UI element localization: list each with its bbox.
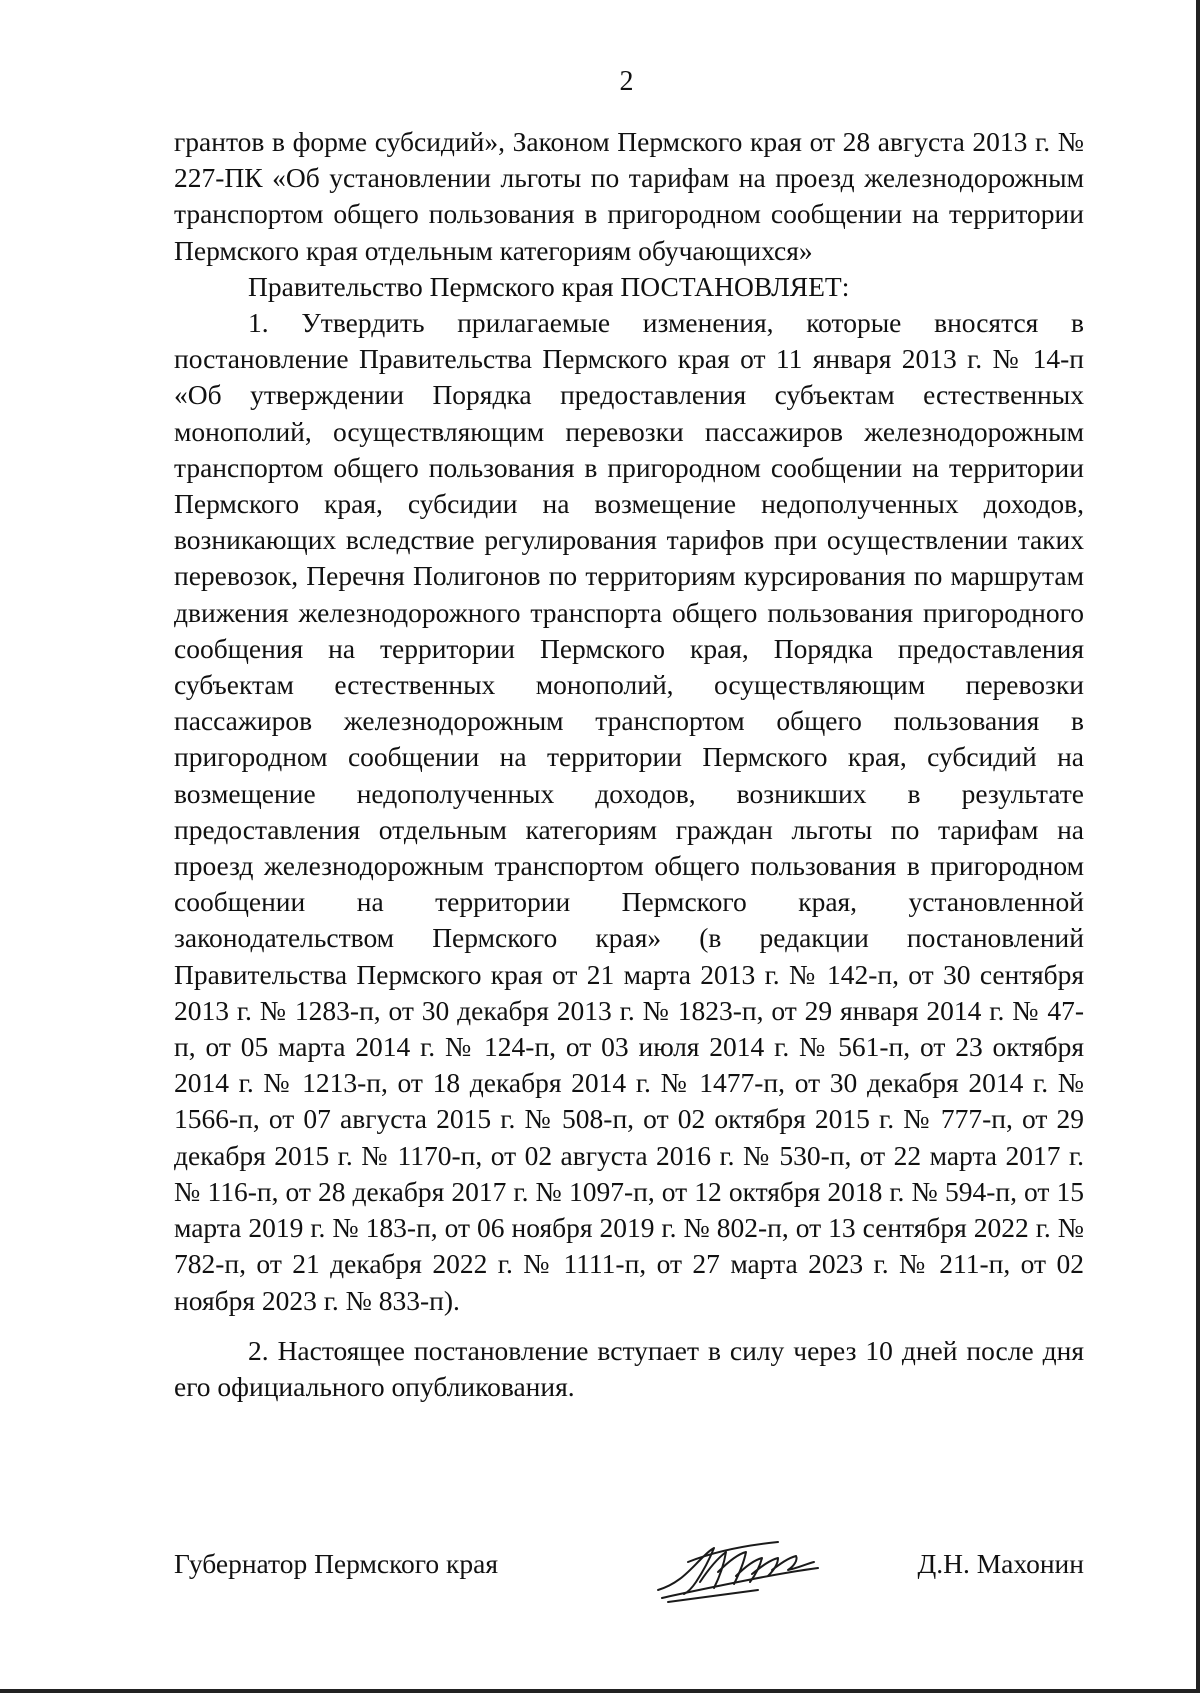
signature-block xyxy=(174,1546,1084,1606)
page-edge-bottom xyxy=(0,1689,1200,1693)
page-number: 2 xyxy=(619,66,634,97)
paragraph-continuation: грантов в форме субсидий», Законом Пермского края от 28 августа 2013 г. № 227-ПК «Об установлении льготы по тарифам на проезд железнодорожным транспортом общего пользования в пригородном сообщении на территории Пермского края отдельным категориям обучающихся» xyxy=(174,126,1084,266)
signatory-position: Губернатор Пермского края xyxy=(174,1548,498,1579)
document-body xyxy=(174,124,1084,1405)
handwritten-signature xyxy=(648,1532,838,1612)
paragraph-resolves: Правительство Пермского края ПОСТАНОВЛЯЕТ: xyxy=(248,270,850,302)
paragraph-item-2: 2. Настоящее постановление вступает в силу через 10 дней после дня его официального опубликования. xyxy=(174,1334,1084,1402)
signatory-name: Д.Н. Махонин xyxy=(917,1548,1084,1579)
paragraph-item-1: 1. Утвердить прилагаемые изменения, которые вносятся в постановление Правительства Пермского края от 11 января 2013 г. № 14-п «Об утверждении Порядка предоставления субъектам естественных монополий, осуществляющим перевозки пассажиров железнодорожным транспортом общего пользования в пригородном сообщении на территории Пермского края, субсидии на возмещение недополученных доходов, возникающих вследствие регулирования тарифов при осуществлении таких перевозок, Перечня Полигонов по территориям курсирования по маршрутам движения железнодорожного транспорта общего пользования пригородного сообщения на территории Пермского края, Порядка предоставления субъектам естественных монополий, осуществляющим перевозки пассажиров железнодорожным транспортом общего пользования в пригородном сообщении на территории Пермского края, субсидий на возмещение недополученных доходов, возникших в результате предоставления отдельным категориям граждан льготы по тарифам на проезд железнодорожным транспортом общего пользования в пригородном сообщении на территории Пермского края, установленной законодательством Пермского края» (в редакции постановлений Правительства Пермского края от 21 марта 2013 г. № 142-п, от 30 сентября 2013 г. № 1283-п, от 30 декабря 2013 г. № 1823-п, от 29 января 2014 г. № 47-п, от 05 марта 2014 г. № 124-п, от 03 июля 2014 г. № 561-п, от 23 октября 2014 г. № 1213-п, от 18 декабря 2014 г. № 1477-п, от 30 декабря 2014 г. № 1566-п, от 07 августа 2015 г. № 508-п, от 02 октября 2015 г. № 777-п, от 29 декабря 2015 г. № 1170-п, от 02 августа 2016 г. № 530-п, от 22 марта 2017 г. № 116-п, от 28 декабря 2017 г. № 1097-п, от 12 октября 2018 г. № 594-п, от 15 марта 2019 г. № 183-п, от 06 ноября 2019 г. № 802-п, от 13 сентября 2022 г. № 782-п, от 21 декабря 2022 г. № 1111-п, от 27 марта 2023 г. № 211-п, от 02 ноября 2023 г. № 833-п). xyxy=(174,307,1084,1316)
page-edge-right xyxy=(1196,0,1200,1693)
